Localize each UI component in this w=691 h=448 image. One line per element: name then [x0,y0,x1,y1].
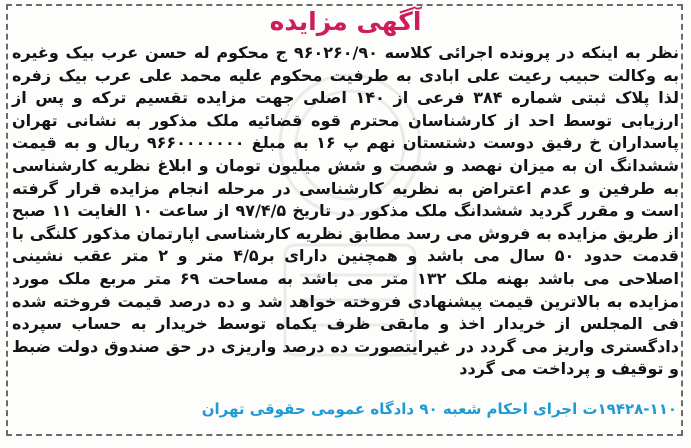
notice-body: نظر به اینکه در پرونده اجرائی کلاسه ۹۶۰۲۶۰/۹۰ ج محکوم له حسن عرب بیک وغیره به وکالت حبیب رعیت علی ابادی به طرفیت محکوم علیه محمد علی عرب بیک زفره لذا پلاک ثبتی شماره ۳۸۴ فرعی از ۱۴۰ اصلی جهت مزایده تقسیم ترکه و پس از ارزیابی توسط احد از کارشناسان محترم قوه قضائیه ملک مذکور به نشانی تهران پاسداران خ رفیق دوست دشتستان نهم پ ۱۶ به مبلغ ۹۶۶۰۰۰۰۰۰۰ ریال و به قیمت ششدانگ ان به میزان نهصد و شصت و شش میلیون تومان و ابلاغ نظریه کارشناسی به طرفین و عدم اعتراض به نظریه کارشناسی در مرحله انجام مزایده قرار گرفته است و مقرر گردید ششدانگ ملک مذکور در تاریخ ۹۷/۴/۵ از ساعت ۱۰ الغایت ۱۱ صبح از طریق مزایده به فروش می رسد مطابق نظریه کارشناسی اپارتمان مذکور کلنگی با قدمت حدود ۵۰ سال می باشد و همچنین دارای بر۴/۵ متر و ۲ متر عقب نشینی اصلاحی می باشد بهنه ملک ۱۳۲ متر می باشد به مساحت ۶۹ متر مربع ملک مورد مزایده به بالاترین قیمت پیشنهادی فروخته خواهد شد و ده درصد قیمت فروخته شده فی المجلس از خریدار اخذ و مابقی ظرف یکماه توسط خریدار به حساب سپرده دادگستری واریز می گردد در غیرایتصورت ده درصد واریزی در حق صندوق دولت ضبط و توقیف و پرداخت می گردد [12,43,680,379]
notice-footer: ۱۹۴۲۸-۱۱۰ت اجرای احکام شعبه ۹۰ دادگاه عمومی حقوقی تهران [201,400,677,418]
notice-title: آگهی مزایده [269,7,422,36]
